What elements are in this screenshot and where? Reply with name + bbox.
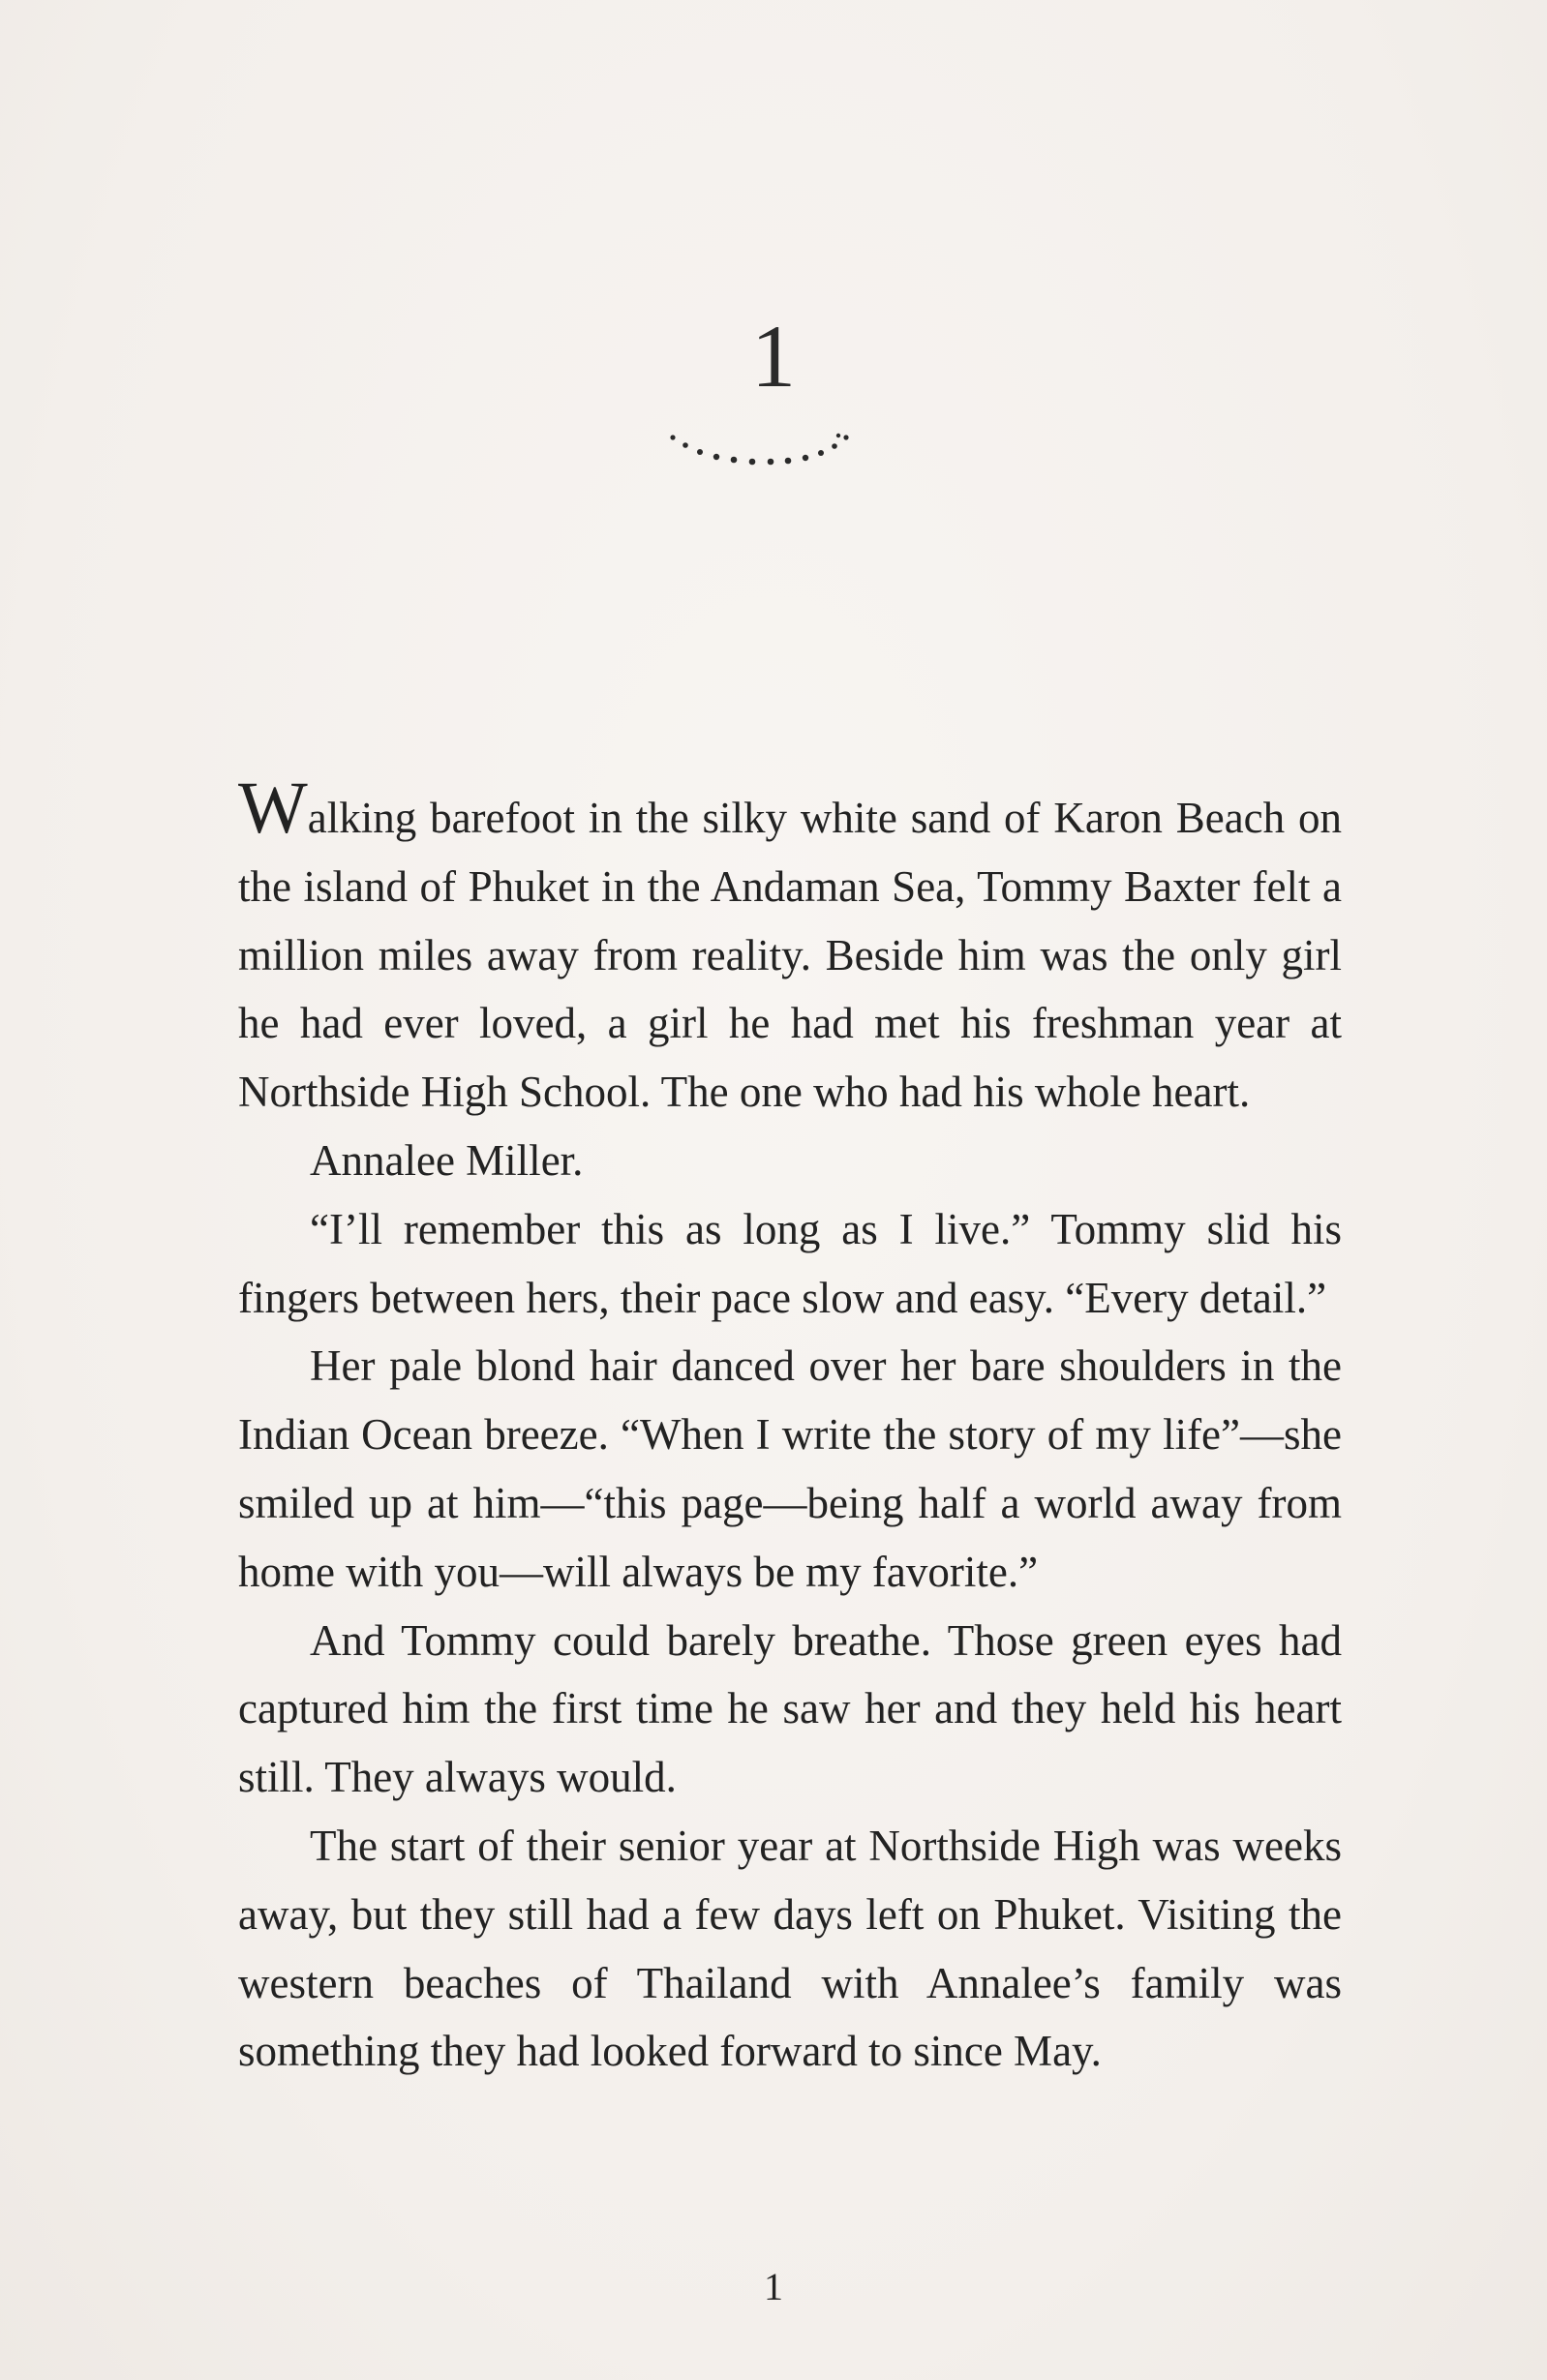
chapter-number: 1: [751, 307, 796, 406]
chapter-ornament: [668, 416, 920, 494]
paragraph: Her pale blond hair danced over her bare shoulders in the Indian Ocean breeze. “When I write the story of my life”—she smiled up at him—“this page—being half a world away from home with you—will always be my favorite.”: [238, 1341, 1342, 1596]
paragraph-text: alking barefoot in the silky white sand of Karon Beach on the island of Phuket in the Andaman Sea, Tommy Baxter felt a million miles away from reality. Beside him was the only girl he had ever loved, a girl he had met his freshman year at Northside High School. The one who had his whole heart.: [238, 794, 1342, 1117]
paragraph: Annalee Miller.: [310, 1135, 584, 1185]
chapter-body: [238, 768, 1342, 2086]
paragraph: The start of their senior year at Northside High was weeks away, but they still had a few days left on Phuket. Visiting the western beaches of Thailand with Annalee’s family was something they had looked forward to since May.: [238, 1821, 1342, 2076]
drop-cap: W: [238, 768, 308, 849]
page-number: 1: [764, 2265, 783, 2308]
paragraph: And Tommy could barely breathe. Those green eyes had captured him the first time he saw her and they held his heart still. They always would.: [238, 1615, 1342, 1802]
paragraph: “I’ll remember this as long as I live.” Tommy slid his fingers between hers, their pace slow and easy. “Every detail.”: [238, 1204, 1342, 1322]
paragraph-opening: [238, 768, 1342, 1127]
